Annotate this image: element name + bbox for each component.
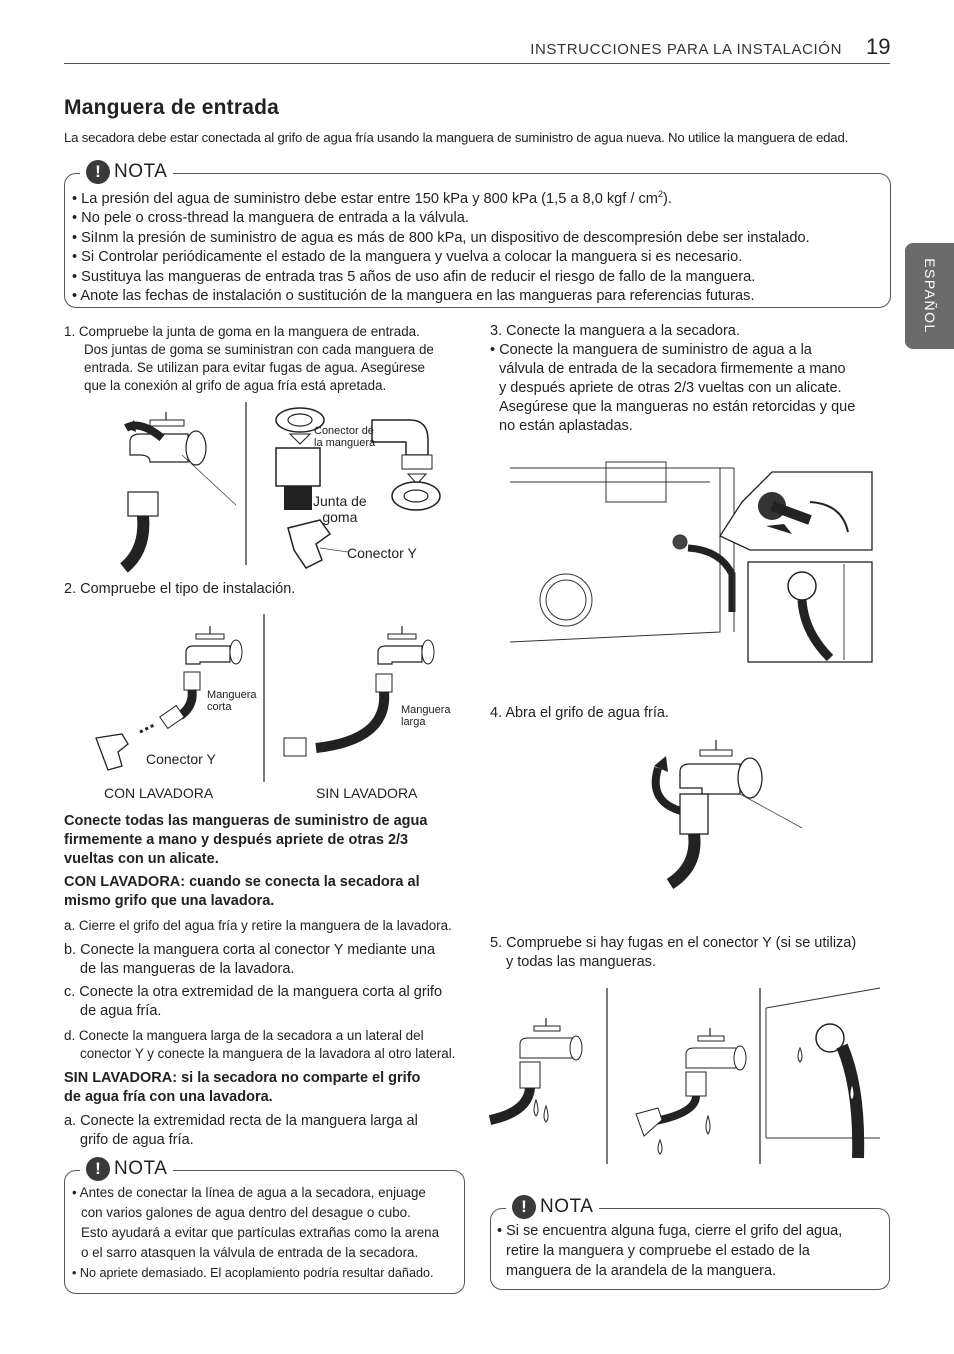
note-bottom-right-list: • Si se encuentra alguna fuga, cierre el grifo del agua, retire la manguera y compruebe el estado de la manguera de la arandela de la manguera. [497,1223,843,1279]
note-label-text: NOTA [540,1196,594,1217]
with-washer-step-b: b. Conecte la manguera corta al conector Y mediante una de las mangueras de la lavadora. [64,942,436,977]
with-washer-step-c: c. Conecte la otra extremidad de la manguera corta al grifo de agua fría. [64,984,443,1019]
hose-hand-detail-icon [748,562,872,662]
without-washer-step-a: a. Conecte la extremidad recta de la manguera larga al grifo de agua fría. [64,1113,418,1148]
connection-detail-icon [720,472,872,550]
figure-leak-check [490,988,882,1168]
y-connector-icon-2 [96,734,128,770]
step-2: 2. Compruebe el tipo de instalación. [64,581,296,597]
label-without-washer: SIN LAVADORA [316,785,418,801]
note-label-top [80,160,173,184]
with-washer-heading: CON LAVADORA: cuando se conecta la secadora al mismo grifo que una lavadora. [64,874,420,909]
figure-open-faucet [640,736,810,886]
long-hose-icon [284,674,392,756]
page-number: 19 [866,34,891,59]
step-4: 4. Abra el grifo de agua fría. [490,705,669,721]
header-rule [64,63,890,64]
connect-all-instruction: Conecte todas las mangueras de suministro de agua firmemente a mano y después apriete de otras 2/3 vueltas con un alicate. [64,813,428,867]
faucet-icon-right [378,626,434,664]
figure-dryer-connection [510,462,882,662]
dryer-back-icon [510,462,734,642]
label-with-washer: CON LAVADORA [104,785,214,801]
y-connector-icon [288,520,348,568]
header-section-title: INSTRUCCIONES PARA LA INSTALACIÓN [530,41,842,58]
with-washer-step-a: a. Cierre el grifo del agua fría y retire la manguera de la lavadora. [64,918,452,933]
note-label-bottom-right [506,1195,599,1219]
page-title: Manguera de entrada [64,96,280,119]
label-y-connector-2: Conector Y [146,751,216,767]
label-hose-connector: Conector de la manguera [314,425,376,449]
note-label-text: NOTA [114,1158,168,1179]
hose-icon [124,492,158,568]
y-connector-icon-top [372,420,440,510]
note-label-text: NOTA [114,161,168,182]
step-5: 5. Compruebe si hay fugas en el conector Y (si se utiliza) y todas las mangueras. [490,935,857,970]
warning-icon: ! [86,1157,110,1181]
language-tab-label: ESPAÑOL [921,258,938,334]
note-top-list [72,185,810,307]
note-label-bottom-left [80,1157,173,1181]
warning-icon: ! [86,160,110,184]
label-gasket: Junta de goma [313,493,367,525]
note-top-bullet-1: • La presión del agua de suministro debe estar entre 150 kPa y 800 kPa (1,5 a 8,0 kgf / $cm^2$). [72,189,672,207]
note-top-bullet-3: • SiInm la presión de suministro de agua es más de 800 kPa, un dispositivo de descompresión debe ser instalado. [72,229,810,246]
label-y-connector-1: Conector Y [347,545,417,561]
note-top-bullet-2: • No pele o cross-thread la manguera de entrada a la válvula. [72,210,469,227]
note-top-bullet-4: • Si Controlar periódicamente el estado de la manguera y vuelva a colocar la manguera si es necesario. [72,249,743,266]
note-bottom-left-list: • Antes de conectar la línea de agua a la secadora, enjuage con varios galones de agua dentro del desague o cubo. Esto ayudará a evitar que partículas extrañas como la arena o el sarro atasquen la válvula de entrada de la secadora. • No apriete demasiado. El acoplamiento podría resultar dañado. [72,1185,440,1280]
note-top-bullet-6: • Anote las fechas de instalación o sustitución de la manguera en las mangueras para referencias futuras. [72,288,755,305]
faucet-icon [126,412,206,465]
intro-text: La secadora debe estar conectada al grifo de agua fría usando la manguera de suministro de agua nueva. No utilice la manguera de edad. [64,130,849,145]
figure-installation-types [90,612,450,784]
without-washer-heading: SIN LAVADORA: si la secadora no comparte el grifo de agua fría con una lavadora. [64,1070,421,1105]
label-long-hose: Manguera larga [401,704,451,728]
label-short-hose: Manguera corta [207,689,257,713]
dryer-leak-icon [766,988,880,1158]
step-1: 1. Compruebe la junta de goma en la manguera de entrada. Dos juntas de goma se suministran con cada manguera de entrada. Se utilizan para evitar fugas de agua. Asegúrese que la conexión al grifo de agua fría está apretada. [64,324,434,393]
short-hose-icon [140,672,200,732]
y-connector-leak-icon [636,1028,746,1154]
step-3: 3. Conecte la manguera a la secadora. • Conecte la manguera de suministro de agua a la válvula de entrada de la secadora firmemente a mano y después apriete de otras 2/3 vueltas con un alicate. Asegúrese que la mangueras no están retorcidas y que no están aplastadas. [490,323,856,434]
language-tab [905,243,954,349]
faucet-icon-left [186,626,242,664]
warning-icon: ! [512,1195,536,1219]
note-top-bullet-5: • Sustituya las mangueras de entrada tras 5 años de uso afin de reducir el riesgo de fallo de la manguera. [72,268,756,285]
with-washer-step-d: d. Conecte la manguera larga de la secadora a un lateral del conector Y y conecte la manguera de la lavadora al otro lateral. [64,1028,456,1061]
faucet-leak-icon [490,1018,582,1122]
